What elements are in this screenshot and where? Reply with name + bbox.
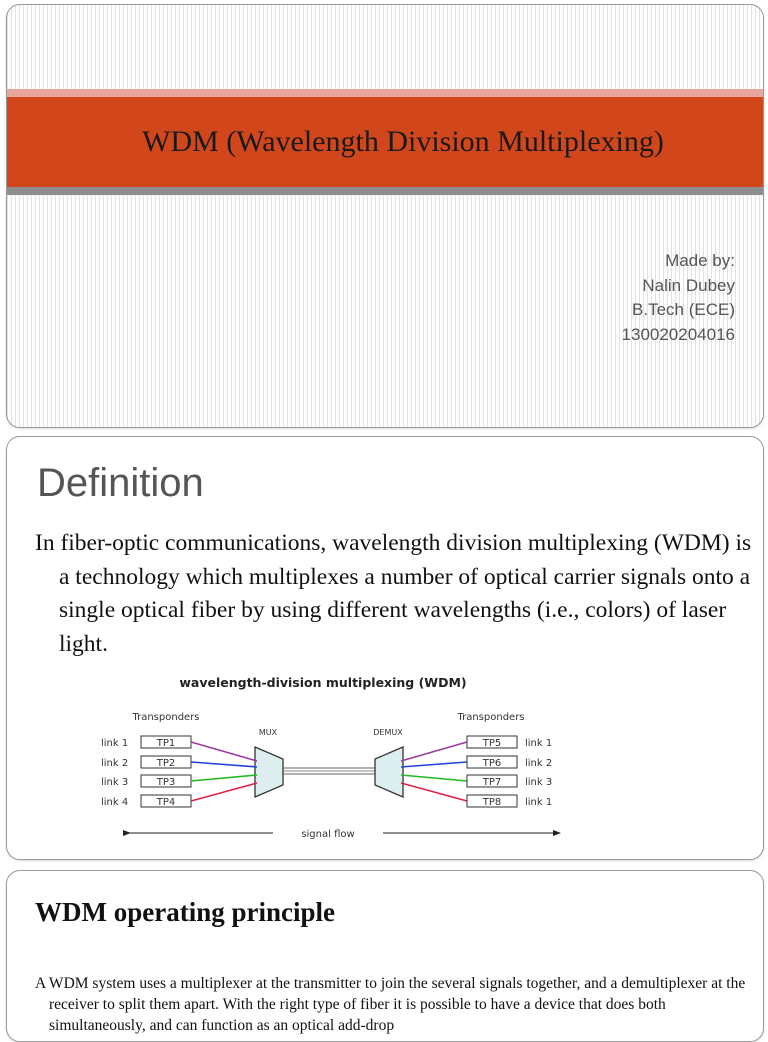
right-transponder-label: TP8 [482, 797, 502, 808]
slide-heading: Definition [37, 461, 204, 505]
definition-text: In fiber-optic communications, wavelength division multiplexing (WDM) is a technology which multiplexes a number of optical carrier signals onto a single optical fiber by using different wavelengths (i.e., colors) of laser light. [35, 530, 752, 657]
left-link-label: link 2 [101, 758, 129, 769]
credit-line: Nalin Dubey [642, 275, 735, 295]
operating-principle-slide [6, 870, 764, 1042]
diagram-title: wavelength-division multiplexing (WDM) [179, 675, 467, 690]
signal-flow-label: signal flow [301, 829, 355, 840]
right-link-label: link 1 [525, 738, 553, 749]
right-link-label: link 2 [525, 758, 553, 769]
left-transponder-label: TP4 [156, 797, 176, 808]
right-transponder-label: TP5 [482, 738, 502, 749]
left-link-label: link 4 [101, 797, 129, 808]
slide-heading: WDM operating principle [35, 897, 335, 927]
left-transponders-label: Transponders [132, 712, 200, 723]
left-transponder-label: TP3 [156, 777, 176, 788]
credit-line: 130020204016 [621, 324, 735, 344]
right-transponders-label: Transponders [457, 712, 525, 723]
left-transponder-label: TP1 [156, 738, 176, 749]
definition-slide [6, 436, 764, 860]
wdm-diagram [83, 663, 563, 851]
credit-line: B.Tech (ECE) [632, 300, 735, 319]
right-link-label: link 3 [525, 777, 553, 788]
title-band-main [7, 97, 763, 187]
title-band-top-stripe [7, 89, 763, 97]
title-band-bottom-stripe [7, 187, 763, 195]
author-credits [622, 249, 735, 347]
demux-label: DEMUX [373, 728, 403, 737]
right-link-label: link 1 [525, 797, 553, 808]
left-link-label: link 3 [101, 777, 129, 788]
mux-label: MUX [258, 728, 278, 737]
left-link-label: link 1 [101, 738, 129, 749]
title-band [7, 89, 763, 195]
right-transponder-label: TP6 [482, 758, 502, 769]
principle-text: A WDM system uses a multiplexer at the transmitter to join the several signals together, and a demultiplexer at the receiver to split them apart. With the right type of fiber it is possible to have a device that does both simultaneously, and can function as an optical add-drop [35, 975, 746, 1034]
right-transponder-label: TP7 [482, 777, 502, 788]
slide-title: WDM (Wavelength Division Multiplexing) [142, 125, 664, 158]
credit-line: Made by: [665, 251, 735, 270]
title-slide [6, 4, 764, 428]
left-transponder-label: TP2 [156, 758, 176, 769]
